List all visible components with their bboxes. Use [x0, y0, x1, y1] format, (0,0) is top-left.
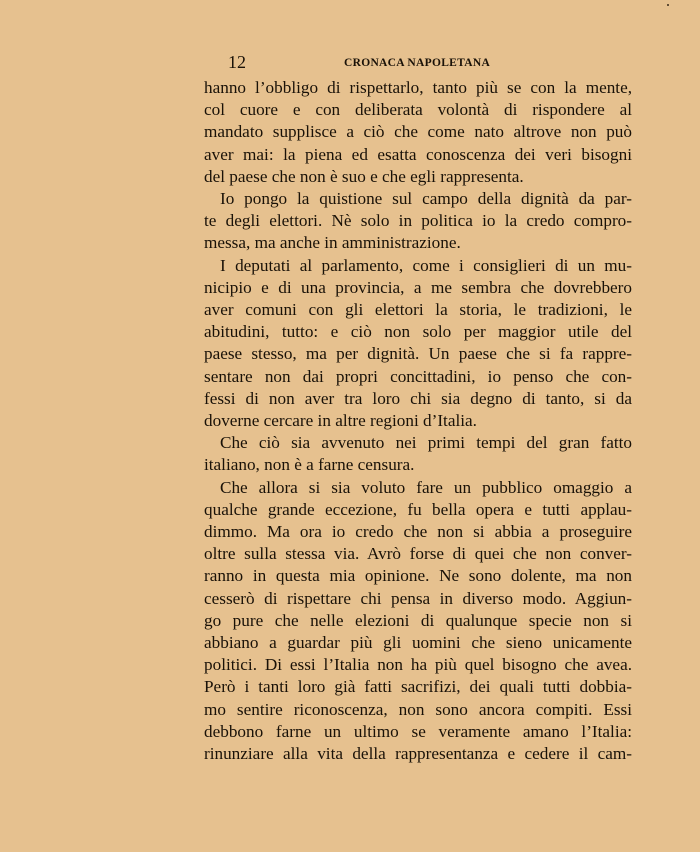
text-line: mandato supplisce a ciò che come nato altrove non può [204, 122, 632, 142]
paragraph [204, 255, 632, 433]
text-line: go pure che nelle elezioni di qualunque specie non si [204, 610, 632, 630]
text-line: politici. Di essi l’Italia non ha più quel bisogno che avea. [204, 655, 632, 675]
text-line: nicipio e di una provincia, a me sembra che dovrebbero [204, 277, 632, 297]
page-number: 12 [228, 52, 246, 72]
text-line: Però i tanti loro già fatti sacrifizi, dei quali tutti dobbia- [204, 677, 632, 697]
text-line: aver comuni con gli elettori la storia, le tradizioni, le [204, 300, 632, 320]
text-line: qualche grande eccezione, fu bella opera e tutti applau- [204, 499, 632, 519]
text-line: doverne cercare in altre regioni d’Italia. [204, 411, 477, 431]
text-line: I deputati al parlamento, come i consiglieri di un mu- [220, 255, 632, 275]
running-head: CRONACA NAPOLETANA [344, 57, 491, 69]
text-line: debbono farne un ultimo se veramente amano l’Italia: [204, 721, 632, 741]
paragraph [204, 432, 632, 476]
text-line: hanno l’obbligo di rispettarlo, tanto più se con la mente, [204, 78, 632, 97]
text-line: oltre sulla stessa via. Avrò forse di quei che non conver- [204, 544, 632, 564]
text-line: abbiano a guardar più gli uomini che sieno unicamente [204, 633, 632, 653]
text-line: ranno in questa mia opinione. Ne sono dolente, ma non [204, 566, 632, 586]
text-line: cesserò di rispettare chi pensa in diverso modo. Aggiun- [204, 588, 632, 608]
text-line: fessi di non aver tra loro chi sia degno di tanto, si da [204, 388, 632, 408]
text-line: Io pongo la quistione sul campo della dignità da par- [220, 189, 632, 209]
text-line: paese stesso, ma per dignità. Un paese che si fa rappre- [204, 344, 632, 364]
paragraph [204, 477, 632, 766]
text-line: sentare non dai propri concittadini, io penso che con- [204, 366, 632, 386]
text-line: Che allora si sia voluto fare un pubblico omaggio a [220, 477, 632, 497]
paragraph [204, 188, 632, 255]
text-line: italiano, non è a farne censura. [204, 455, 415, 475]
text-line: del paese che non è suo e che egli rappresenta. [204, 166, 524, 186]
text-line: te degli elettori. Nè solo in politica io la credo compro- [204, 211, 632, 231]
text-line: messa, ma anche in amministrazione. [204, 233, 461, 253]
text-line: mo sentire riconoscenza, non sono ancora compiti. Essi [204, 699, 632, 719]
text-line: Che ciò sia avvenuto nei primi tempi del gran fatto [220, 433, 632, 453]
page-speck [667, 4, 669, 6]
text-line: abitudini, tutto: e ciò non solo per maggior utile del [204, 322, 632, 342]
text-line: aver mai: la piena ed esatta conoscenza dei veri bisogni [204, 144, 632, 164]
text-line: col cuore e con deliberata volontà di rispondere al [204, 100, 632, 120]
page-header [0, 52, 700, 74]
text-line: rinunziare alla vita della rappresentanza e cedere il cam- [204, 744, 632, 764]
paragraph [204, 77, 632, 188]
text-line: dimmo. Ma ora io credo che non si abbia a proseguire [204, 522, 632, 542]
body-text [204, 77, 632, 765]
